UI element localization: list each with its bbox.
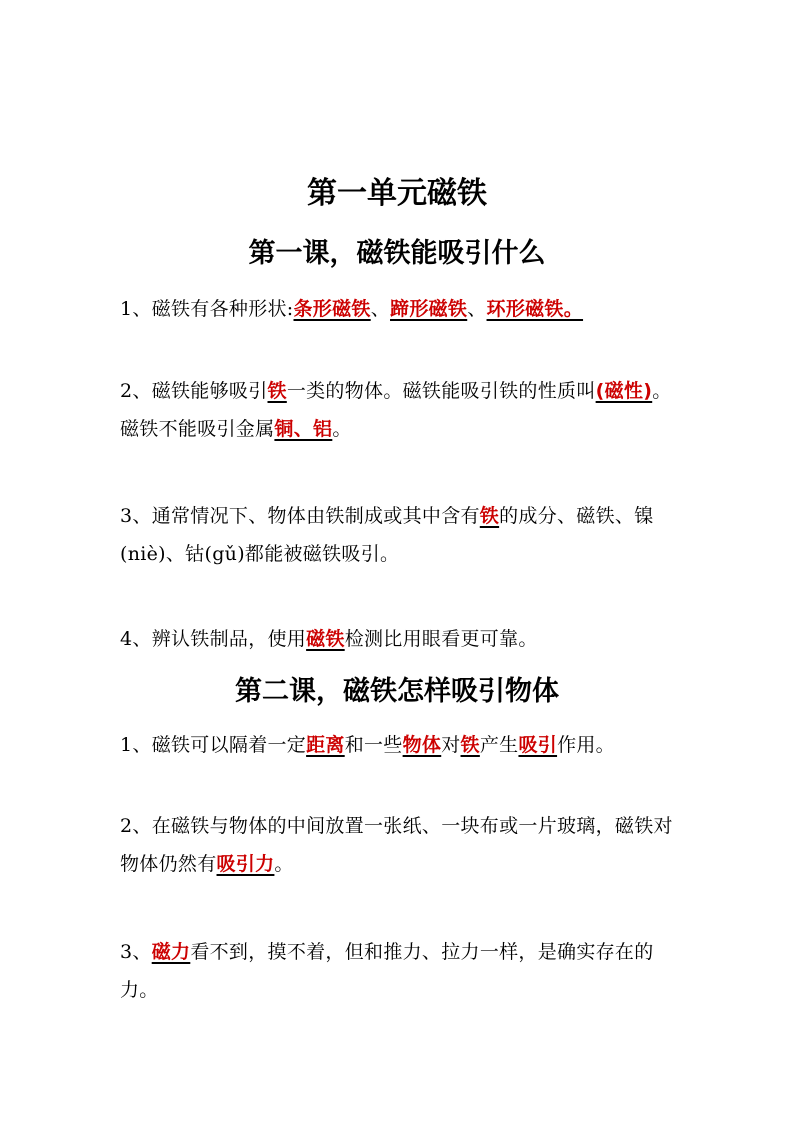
lesson2-title: 第二课，磁铁怎样吸引物体 [235,676,559,707]
keyword-distance: 距离 [306,734,345,756]
text: 对 [441,734,461,756]
keyword-horseshoe-magnet: 蹄形磁铁 [390,298,468,320]
keyword-attraction-force: 吸引力 [216,853,275,875]
keyword-iron: 铁 [479,505,500,527]
lesson1-paragraph-4 [120,620,680,658]
lesson1-title: 第一课，磁铁能吸引什么 [248,238,546,269]
lesson2-paragraph-3 [120,933,680,1009]
keyword-attract: 吸引 [518,734,558,756]
keyword-magnetic-force: 磁力 [151,941,191,963]
keyword-magnetism: (磁性) [595,380,653,402]
text: 3、 [120,941,152,963]
text: 2、磁铁能够吸引 [120,380,268,402]
lesson2-paragraph-2 [120,807,680,883]
keyword-copper-aluminum: 铜、铝 [274,418,333,440]
text: 检测比用眼看更可靠。 [344,628,538,650]
keyword-ring-magnet: 环形磁铁。 [486,298,584,320]
text: 的成分、磁铁、镍(niè)、钴(gǔ)都能被磁铁吸引。 [120,505,654,565]
text: 。 [274,853,294,875]
text: 、 [370,298,391,320]
lesson1-paragraph-3 [120,497,680,573]
text: 一类的物体。磁铁能吸引铁的性质叫 [286,380,596,402]
text: 、 [467,298,487,320]
text: 。磁铁不能吸引金属 [120,380,672,440]
keyword-iron: 铁 [460,734,480,756]
keyword-magnet: 磁铁 [306,628,345,650]
keyword-bar-magnet: 条形磁铁 [293,298,371,320]
keyword-object: 物体 [402,734,442,756]
text: 看不到，摸不着，但和推力、拉力一样，是确实存在的力。 [120,941,654,1001]
lesson1-paragraph-1 [120,290,680,328]
text: 1、磁铁可以隔着一定 [120,734,307,756]
keyword-iron: 铁 [267,380,287,402]
unit-title: 第一单元磁铁 [307,176,487,211]
text: 4、辨认铁制品，使用 [120,628,307,650]
text: 2、在磁铁与物体的中间放置一张纸、一块布或一片玻璃，磁铁对物体仍然有 [120,815,673,875]
lesson1-paragraph-2 [120,372,680,448]
text: 3、通常情况下、物体由铁制成或其中含有 [120,505,480,527]
text: 。 [332,418,352,440]
text: 产生 [479,734,519,756]
text: 和一些 [344,734,403,756]
text: 1、磁铁有各种形状: [120,298,294,320]
lesson2-paragraph-1 [120,726,680,764]
text: 作用。 [557,734,615,756]
